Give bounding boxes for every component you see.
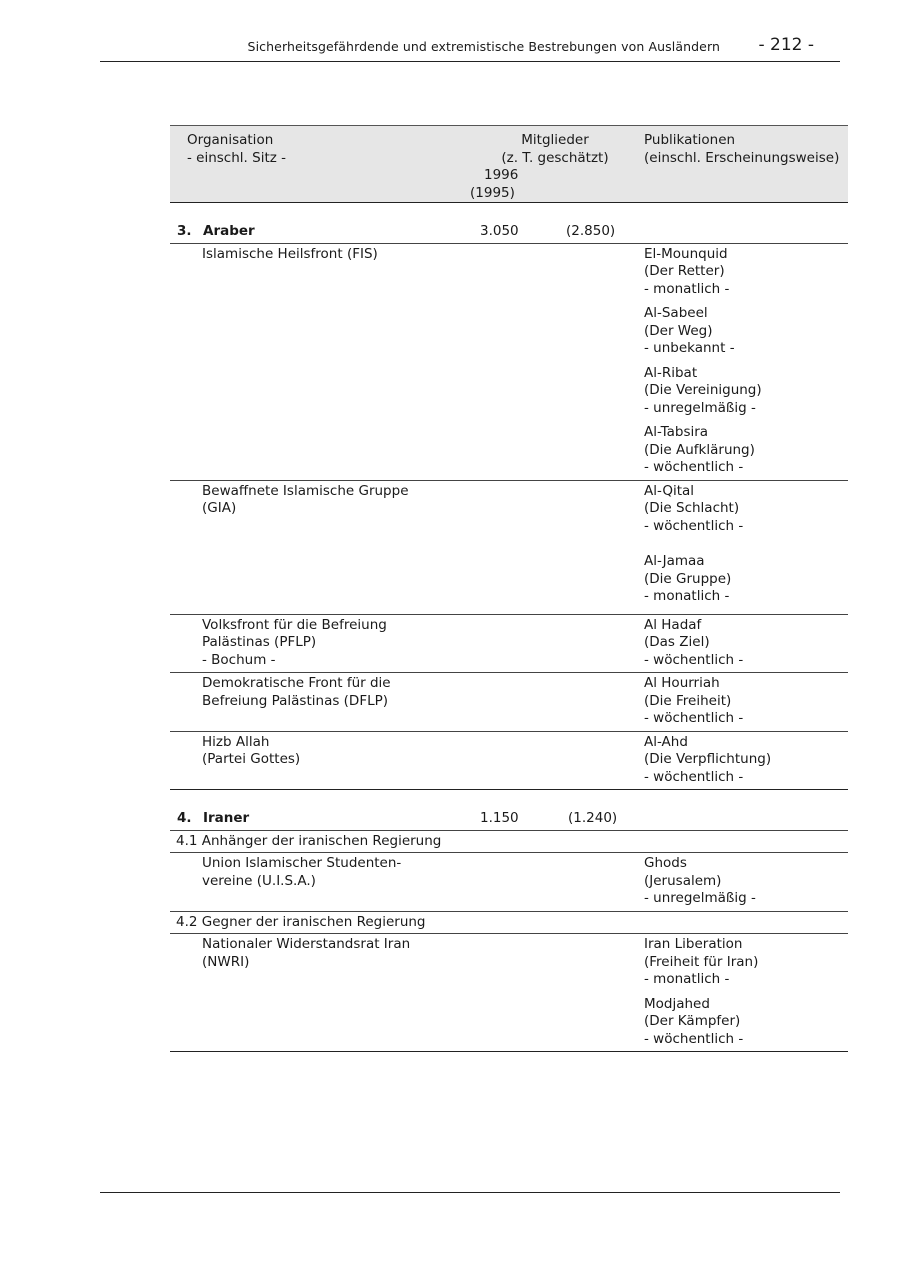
publication: Al Hourriah (Die Freiheit) - wöchentlich -: [644, 675, 744, 726]
publication: Al-Tabsira (Die Aufklärung) - wöchentlich -: [644, 424, 755, 475]
publication: Al-Ribat (Die Vereinigung) - unregelmäßig -: [644, 364, 762, 416]
org-name: Demokratische Front für die Befreiung Palästinas (DFLP): [170, 673, 470, 732]
table-row: [170, 243, 848, 480]
publication: Al Hadaf (Das Ziel) - wöchentlich -: [644, 616, 744, 668]
table-row: [170, 480, 848, 614]
group-name: Iraner: [203, 810, 250, 826]
org-name: Nationaler Widerstandsrat Iran (NWRI): [170, 934, 470, 1052]
org-name: Bewaffnete Islamische Gruppe (GIA): [170, 480, 470, 614]
org-name: Islamische Heilsfront (FIS): [170, 243, 470, 480]
members-1996: 3.050: [480, 223, 519, 239]
org-name: Hizb Allah (Partei Gottes): [170, 731, 470, 790]
org-name: Union Islamischer Studenten- vereine (U.I.S.A.): [170, 853, 470, 912]
table-row: [170, 934, 848, 1052]
members-1995: (1.240): [568, 810, 618, 826]
subgroup-row: [170, 911, 848, 934]
header-members: Mitglieder (z. T. geschätzt) 1996(1995): [470, 126, 640, 203]
publication: Al-Qital (Die Schlacht) - wöchentlich -: [644, 482, 744, 534]
publication: Al-Sabeel (Der Weg) - unbekannt -: [644, 305, 735, 356]
org-name: Volksfront für die Befreiung Palästinas (PFLP) - Bochum -: [170, 614, 470, 673]
publications-cell: [640, 243, 848, 480]
organisations-table: [170, 125, 848, 1052]
table-row: [170, 673, 848, 732]
subgroup-label: 4.1 Anhänger der iranischen Regierung: [170, 830, 848, 853]
publications-cell: [640, 480, 848, 614]
running-title: Sicherheitsgefährdende und extremistische Bestrebungen von Ausländern: [247, 39, 720, 54]
members-1995: (2.850): [566, 223, 616, 239]
page-number: - 212 -: [758, 35, 814, 55]
publication: Al-Jamaa (Die Gruppe) - monatlich -: [644, 553, 732, 604]
group-row-iraner: 4. Iraner 1.150 (1.240): [170, 808, 848, 830]
header-year-1996: 1996: [484, 167, 519, 183]
table-header-row: [170, 126, 848, 203]
publication: Modjahed (Der Kämpfer) - wöchentlich -: [644, 995, 744, 1047]
header-publications: Publikationen (einschl. Erscheinungsweise): [640, 126, 848, 203]
table-row: [170, 614, 848, 673]
publications-cell: [640, 673, 848, 732]
subgroup-row: [170, 830, 848, 853]
table-row: [170, 853, 848, 912]
members-1996: 1.150: [480, 810, 519, 826]
subgroup-label: 4.2 Gegner der iranischen Regierung: [170, 911, 848, 934]
publications-cell: [640, 853, 848, 912]
publications-cell: [640, 934, 848, 1052]
header-organisation: Organisation - einschl. Sitz -: [170, 126, 470, 203]
page-header: [100, 34, 840, 62]
group-row-araber: 3. Araber 3.050 (2.850): [170, 221, 848, 243]
publication: Al-Ahd (Die Verpflichtung) - wöchentlich -: [644, 733, 772, 785]
group-name: Araber: [203, 223, 255, 239]
publication: Iran Liberation (Freiheit für Iran) - monatlich -: [644, 936, 759, 987]
publications-cell: [640, 731, 848, 790]
publication: Ghods (Jerusalem) - unregelmäßig -: [644, 855, 756, 906]
header-year-1995: (1995): [470, 184, 515, 201]
footer-rule: [100, 1192, 840, 1193]
publications-cell: [640, 614, 848, 673]
publication: El-Mounquid (Der Retter) - monatlich -: [644, 245, 730, 297]
table-row: [170, 731, 848, 790]
